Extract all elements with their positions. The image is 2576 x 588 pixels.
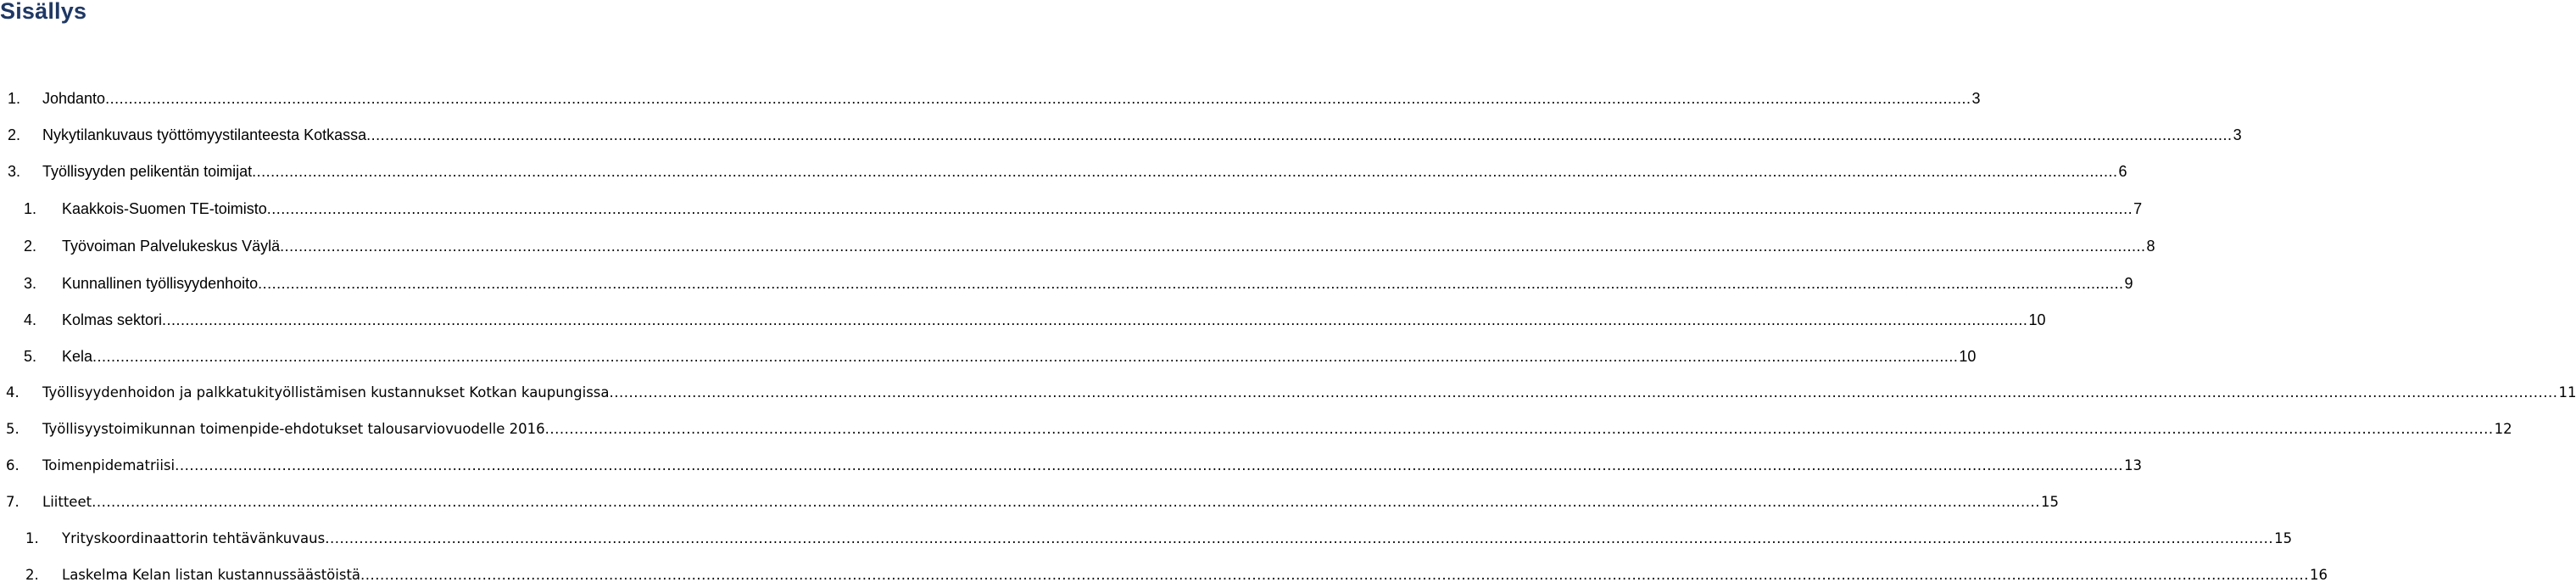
toc-entry[interactable]	[0, 526, 2293, 552]
toc-entry-title: Kaakkois-Suomen TE-toimisto	[62, 196, 267, 221]
toc-entry-page: 16	[2309, 567, 2328, 583]
toc-entry-title: Työvoiman Palvelukeskus Väylä	[62, 233, 280, 259]
toc-entry-number: 5.	[24, 348, 37, 365]
toc-entry[interactable]	[0, 307, 2046, 333]
toc-entry[interactable]	[0, 196, 2143, 221]
toc-entry[interactable]	[0, 344, 1977, 369]
toc-entry-number: 3.	[8, 163, 21, 180]
toc-entry-number: 1.	[25, 530, 39, 546]
toc-entry[interactable]	[0, 563, 2328, 588]
toc-dot-leader: ................................................................................................................................................................................................................................................................................................................................................................................................................	[544, 421, 2494, 437]
toc-entry[interactable]	[0, 380, 2576, 406]
toc-entry-page: 8	[2146, 238, 2155, 255]
toc-entry-page: 13	[2124, 457, 2143, 473]
toc-entry-title: Nykytilankuvaus työttömyystilanteesta Kotkassa	[42, 122, 366, 148]
toc-entry[interactable]	[0, 86, 1981, 111]
toc-entry-title: Työllisyydenhoidon ja palkkatukityöllistämisen kustannukset Kotkan kaupungissa	[42, 380, 610, 406]
toc-entry-number: 6.	[6, 457, 20, 473]
toc-entry-page: 6	[2118, 163, 2127, 180]
toc-entry[interactable]	[0, 453, 2143, 479]
toc-entry-title: Kolmas sektori	[62, 307, 162, 333]
toc-entry-page: 10	[2028, 311, 2046, 328]
toc-dot-leader: ................................................................................................................................................................................................................................................................................................................................................................................................................	[366, 126, 2233, 143]
toc-entry-title: Liitteet	[42, 490, 92, 515]
toc-entry-title: Yrityskoordinaattorin tehtävänkuvaus	[62, 526, 325, 552]
toc-entry-page: 9	[2124, 275, 2133, 292]
toc-entry-number: 4.	[24, 311, 37, 328]
toc-dot-leader: ................................................................................................................................................................................................................................................................................................................................................................................................................	[266, 200, 2133, 217]
toc-entry-number: 4.	[6, 384, 20, 400]
toc-entry-title: Kunnallinen työllisyydenhoito	[62, 271, 258, 296]
toc-entry-page: 15	[2041, 494, 2060, 510]
toc-entry[interactable]	[0, 159, 2127, 184]
toc-entry-page: 15	[2274, 530, 2293, 546]
toc-entry-title: Kela	[62, 344, 92, 369]
toc-entry-title: Laskelma Kelan listan kustannussäästöistä	[62, 563, 360, 588]
toc-entry[interactable]	[0, 122, 2242, 148]
toc-dot-leader: ................................................................................................................................................................................................................................................................................................................................................................................................................	[325, 530, 2274, 546]
toc-entry-title: Johdanto	[42, 86, 105, 111]
toc-title: Sisällys	[0, 0, 87, 24]
toc-entry-page: 3	[2233, 126, 2242, 143]
toc-entry-number: 7.	[6, 494, 20, 510]
toc-entry[interactable]	[0, 271, 2133, 296]
toc-entry-title: Työllisyyden pelikentän toimijat	[42, 159, 252, 184]
toc-entry-number: 2.	[8, 126, 21, 143]
toc-entry-number: 1.	[8, 90, 21, 107]
toc-entry-number: 1.	[24, 200, 37, 217]
toc-entry-number: 2.	[25, 567, 39, 583]
toc-entry-number: 2.	[24, 238, 37, 255]
toc-entry-page: 7	[2133, 200, 2143, 217]
toc-entry-page: 12	[2494, 421, 2512, 437]
toc-entry-number: 3.	[24, 275, 37, 292]
toc-dot-leader: ................................................................................................................................................................................................................................................................................................................................................................................................................	[162, 311, 2028, 328]
toc-dot-leader: ................................................................................................................................................................................................................................................................................................................................................................................................................	[92, 348, 1959, 365]
toc-entry[interactable]	[0, 417, 2512, 442]
toc-entry[interactable]	[0, 233, 2155, 259]
toc-dot-leader: ................................................................................................................................................................................................................................................................................................................................................................................................................	[92, 494, 2041, 510]
toc-entry-title: Toimenpidematriisi	[42, 453, 175, 479]
toc-dot-leader: ................................................................................................................................................................................................................................................................................................................................................................................................................	[105, 90, 1971, 107]
toc-entry-page: 3	[1971, 90, 1981, 107]
toc-dot-leader: ................................................................................................................................................................................................................................................................................................................................................................................................................	[360, 567, 2309, 583]
toc-entry-page: 10	[1959, 348, 1977, 365]
toc-entry-title: Työllisyystoimikunnan toimenpide-ehdotukset talousarviovuodelle 2016	[42, 417, 545, 442]
toc-dot-leader: ................................................................................................................................................................................................................................................................................................................................................................................................................	[609, 384, 2558, 400]
toc-entry-page: 11	[2558, 384, 2576, 400]
toc-dot-leader: ................................................................................................................................................................................................................................................................................................................................................................................................................	[280, 238, 2146, 255]
toc-dot-leader: ................................................................................................................................................................................................................................................................................................................................................................................................................	[175, 457, 2124, 473]
toc-entry-number: 5.	[6, 421, 20, 437]
toc-entry[interactable]	[0, 490, 2060, 515]
toc-dot-leader: ................................................................................................................................................................................................................................................................................................................................................................................................................	[252, 163, 2118, 180]
toc-dot-leader: ................................................................................................................................................................................................................................................................................................................................................................................................................	[258, 275, 2124, 292]
